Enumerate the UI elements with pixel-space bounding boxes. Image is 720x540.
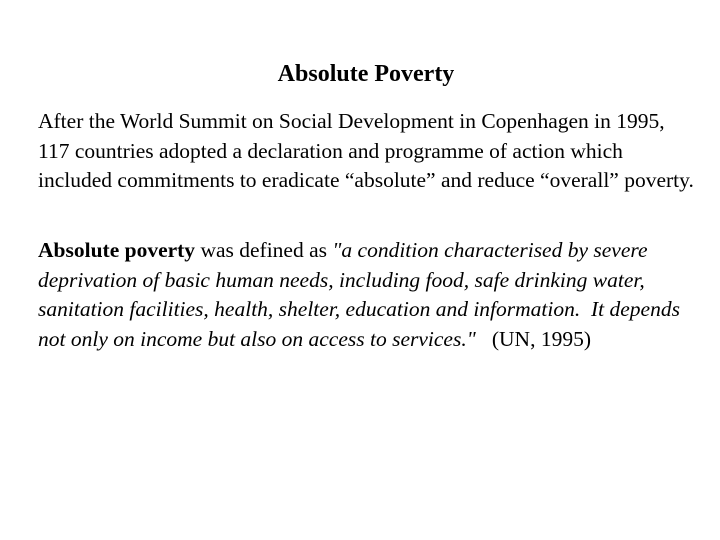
definition-quote: "a condition characterised by severe deprivation of basic human needs, including food, safe drinking water, sanitation facilities, health, shelter, education and information. It depends not only on income but also on access to services." xyxy=(38,238,686,351)
definition-connector: was defined as xyxy=(195,238,333,262)
paragraph-summit: After the World Summit on Social Development in Copenhagen in 1995, 117 countries adopted a declaration and programme of action which included commitments to eradicate “absolute” and reduce “overall” poverty. xyxy=(38,109,694,192)
slide-title: Absolute Poverty xyxy=(277,61,455,87)
defined-term: Absolute poverty xyxy=(38,238,196,262)
citation: (UN, 1995) xyxy=(475,326,591,351)
paragraph-definition xyxy=(38,236,698,354)
